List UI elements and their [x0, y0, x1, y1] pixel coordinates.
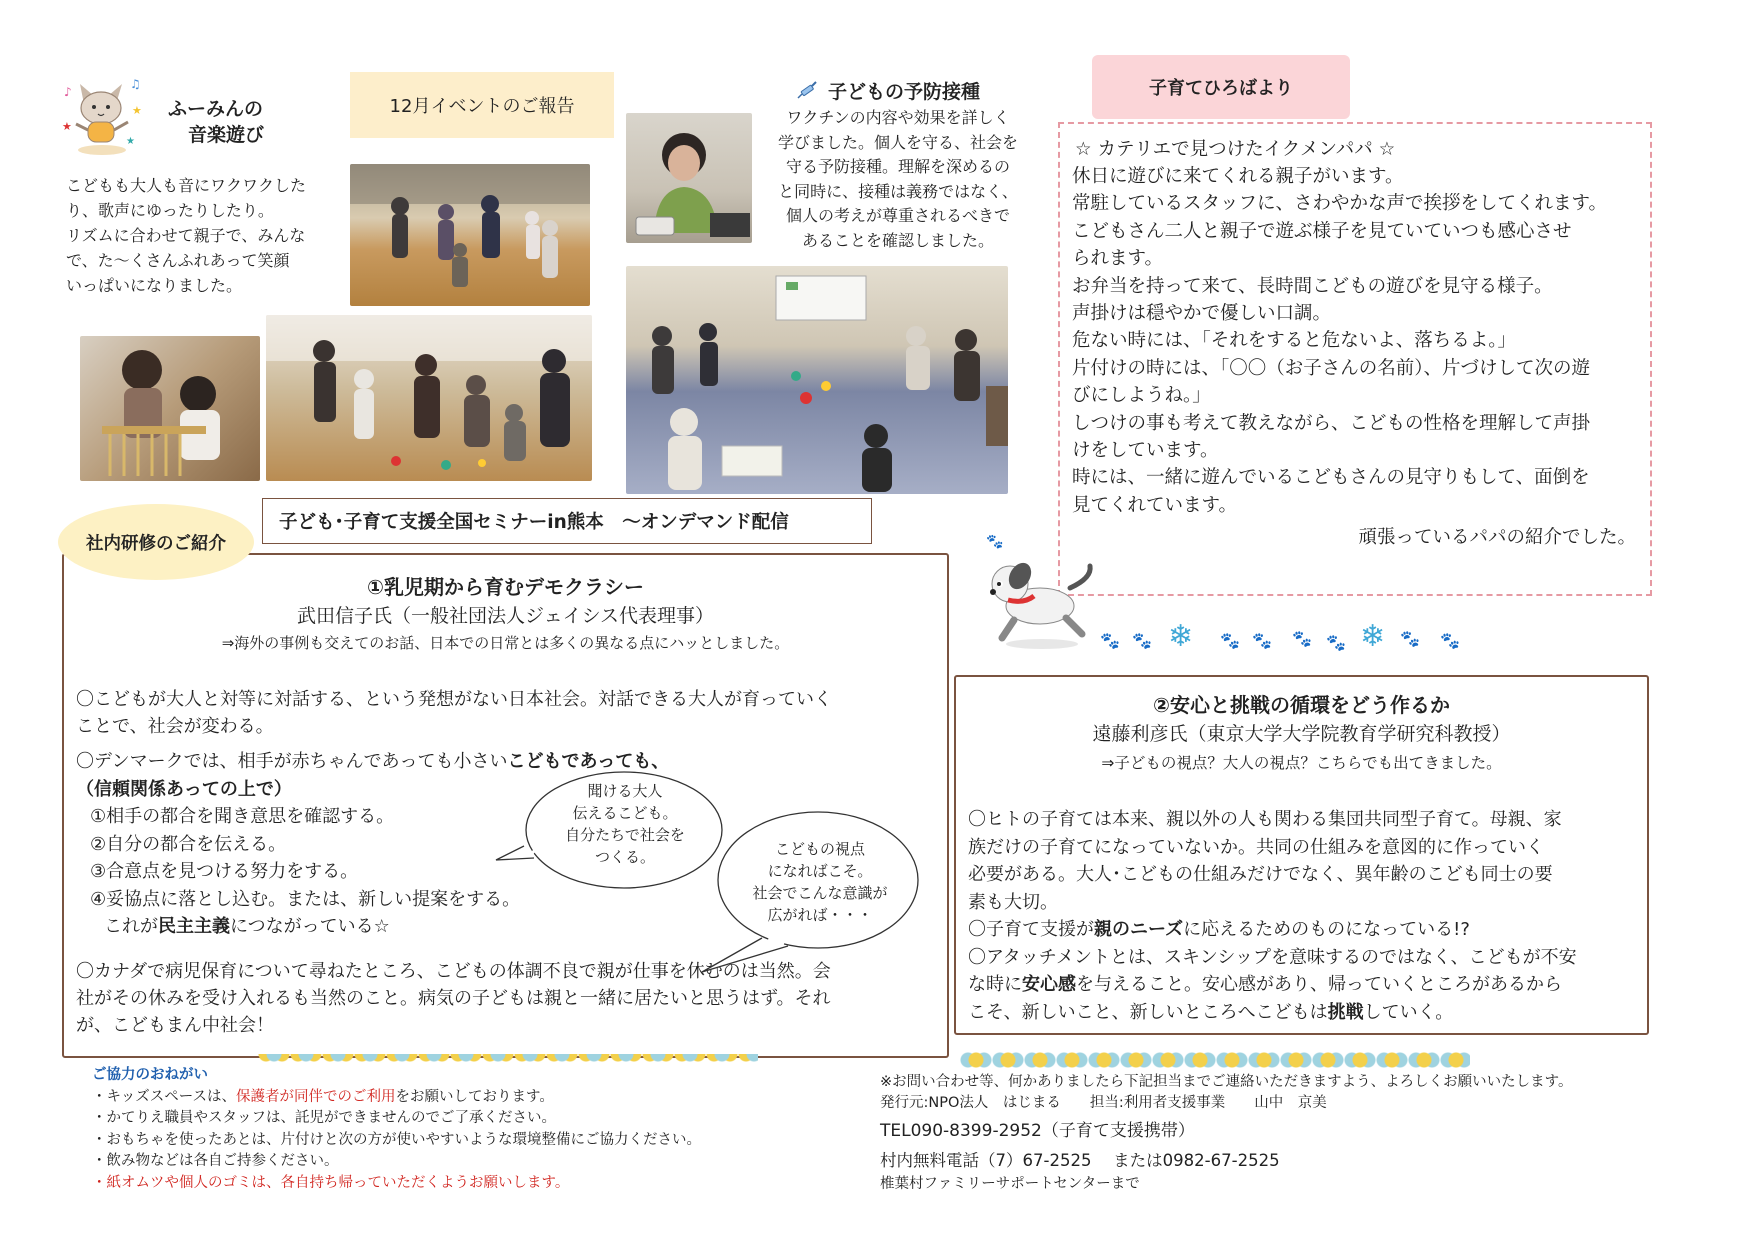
svg-text:🐾: 🐾: [1132, 631, 1152, 650]
event-report-label: 12月イベントのご報告: [350, 72, 614, 138]
hiroba-closing: 頑張っているパパの紹介でした。: [1358, 527, 1636, 548]
hiroba-tab: 子育てひろばより: [1092, 55, 1350, 119]
photo-lecturer: [626, 113, 752, 243]
svg-text:🐾: 🐾: [1400, 629, 1420, 648]
lecture1-para3: 〇カナダで病児保育について尋ねたところ、こどもの体調不良で親が仕事を休むのは当然。会 社がその休みを受け入れるも当然のこと。病気の子どもは親と一緒に居たいと思うはず。それ が、こどもまん中社会！: [76, 961, 831, 1036]
lecture1-note: ⇒海外の事例も交えてのお話、日本での日常とは多くの異なる点にハッとしました。: [221, 634, 790, 652]
scallop-border-right-2: [968, 1052, 1470, 1068]
photo-circle-dance: [350, 164, 590, 306]
photo-seminar-room: [626, 266, 1008, 494]
speech-bubble-2-text: こどもの視点 になればこそ。 社会でこんな意識が 広がれば・・・: [752, 840, 888, 924]
svg-text:🐾: 🐾: [1252, 631, 1272, 650]
svg-text:❄: ❄: [1360, 619, 1386, 652]
vaccine-title: 子どもの予防接種: [828, 81, 981, 103]
music-description: こどもも大人も音にワクワクした り、歌声にゆったりしたり。 リズムに合わせて親子で、みんな で、た～くさんふれあって笑顔 いっぱいになりました。: [66, 176, 307, 295]
svg-text:★: ★: [62, 120, 72, 133]
svg-text:🐾: 🐾: [986, 534, 1004, 550]
svg-text:🐾: 🐾: [1100, 631, 1120, 650]
vaccine-description: ワクチンの内容や効果を詳しく 学びました。個人を守る、社会を 守る予防接種。理解を深めるの と同時に、接種は義務ではなく、 個人の考えが尊重されるべきで あることを確認しました。: [777, 108, 1018, 250]
photo-group-play: [266, 315, 592, 481]
svg-text:❄: ❄: [1168, 619, 1194, 652]
svg-text:🐾: 🐾: [1326, 633, 1346, 652]
cooperation-notice: ご協力のおねがい ・キッズスペースは、保護者が同伴でのご利用をお願いしております。 ・かてりえ職員やスタッフは、託児ができませんのでご了承ください。 ・おもちゃを使ったあとは、片付けと次の方が使いやすいような環境整備にご協力ください。 ・飲み物などは各自ご持参ください。 ・紙オムツや個人のゴミは、各自持ち帰っていただくようお願いします。: [92, 1067, 701, 1191]
dog-illustration: [980, 526, 1100, 656]
svg-text:♪: ♪: [64, 85, 72, 99]
seminar-title: 子ども･子育て支援全国セミナーin熊本 ～オンデマンド配信: [262, 498, 872, 544]
training-tab: 社内研修のご紹介: [58, 504, 254, 580]
svg-text:♫: ♫: [130, 77, 141, 91]
cat-mascot-illustration: [58, 74, 150, 158]
lecture1-speaker: 武田信子氏（一般社団法人ジェイシス代表理事）: [296, 605, 715, 627]
speech-bubble-1-text: 聞ける大人 伝えるこども。 自分たちで社会を つくる。: [565, 782, 685, 866]
lecture2-note: ⇒子どもの視点？大人の視点？こちらでも出てきました。: [1101, 754, 1502, 772]
lecture2-body: 〇ヒトの子育ては本来、親以外の人も関わる集団共同型子育て。母親、家 族だけの子育てになっていないか。共同の仕組みを意図的に作っていく 必要がある。大人･こどもの仕組みだけでなく、異年齢のこども同士の要 素も大切。 〇子育て支援が親のニーズに応えるためのものになっている!? 〇アタッチメントとは、スキンシップを意味するのではなく、こどもが不安 な時に安心感を与えること。安心感があり、帰っていくところがあるから こそ、新しいこと、新しいところへこどもは挑戦していく。: [968, 809, 1577, 1023]
lecture1-title: ①乳児期から育むデモクラシー: [367, 575, 644, 599]
hiroba-body: 休日に遊びに来てくれる親子がいます。 常駐しているスタッフに、さわやかな声で挨拶をしてくれます。 こどもさん二人と親子で遊ぶ様子を見ていていつも感心させ られます。 お弁当を持って来て、長時間こどもの遊びを見守る様子。 声掛けは穏やかで優しい口調。 危ない時には、「それをすると危ないよ、落ちるよ。」 片付けの時には、「〇〇（お子さんの名前）、片づけして次の遊 びにしようね。」 しつけの事も考えて教えながら、こどもの性格を理解して声掛 けをしています。 時には、一緒に遊んでいるこどもさんの見守りもして、面倒を 見てくれています。: [1072, 166, 1608, 516]
paw-snowflake-decoration: [1100, 612, 1480, 652]
photo-child-instrument: [80, 336, 260, 481]
svg-text:★: ★: [132, 104, 142, 117]
lecture2-speaker: 遠藤利彦氏（東京大学大学院教育学研究科教授）: [1092, 723, 1511, 745]
svg-text:★: ★: [126, 136, 135, 147]
syringe-icon: [795, 80, 819, 102]
music-title: ふーみんの 音楽遊び: [168, 98, 265, 146]
svg-text:🐾: 🐾: [1292, 629, 1312, 648]
hiroba-heading: ☆ カテリエで見つけたイクメンパパ ☆: [1075, 139, 1396, 160]
svg-text:🐾: 🐾: [1440, 631, 1460, 650]
contact-info: ※お問い合わせ等、何かありましたら下記担当までご連絡いただきますよう、よろしくお願いいたします。 発行元:NPO法人 はじまる 担当:利用者支援事業 山中 京美 TEL090-8399-2952（子育て支援携帯） 村内無料電話（7）67-2525 または0982-67-2525 椎葉村ファミリーサポートセンターまで: [880, 1074, 1573, 1192]
lecture1-para2: 〇デンマークでは、相手が赤ちゃんであっても小さいこどもであっても、 （信頼関係あっての上で） ①相手の都合を聞き意思を確認する。 ②自分の都合を伝える。 ③合意点を見つける努力をする。 ④妥協点に落とし込む。または、新しい提案をする。 これが民主主義につながっている☆: [76, 751, 670, 937]
lecture2-title: ②安心と挑戦の循環をどう作るか: [1153, 693, 1450, 717]
lecture1-para1: 〇こどもが大人と対等に対話する、という発想がない日本社会。対話できる大人が育っていく ことで、社会が変わる。: [76, 689, 832, 737]
svg-text:🐾: 🐾: [1220, 631, 1240, 650]
